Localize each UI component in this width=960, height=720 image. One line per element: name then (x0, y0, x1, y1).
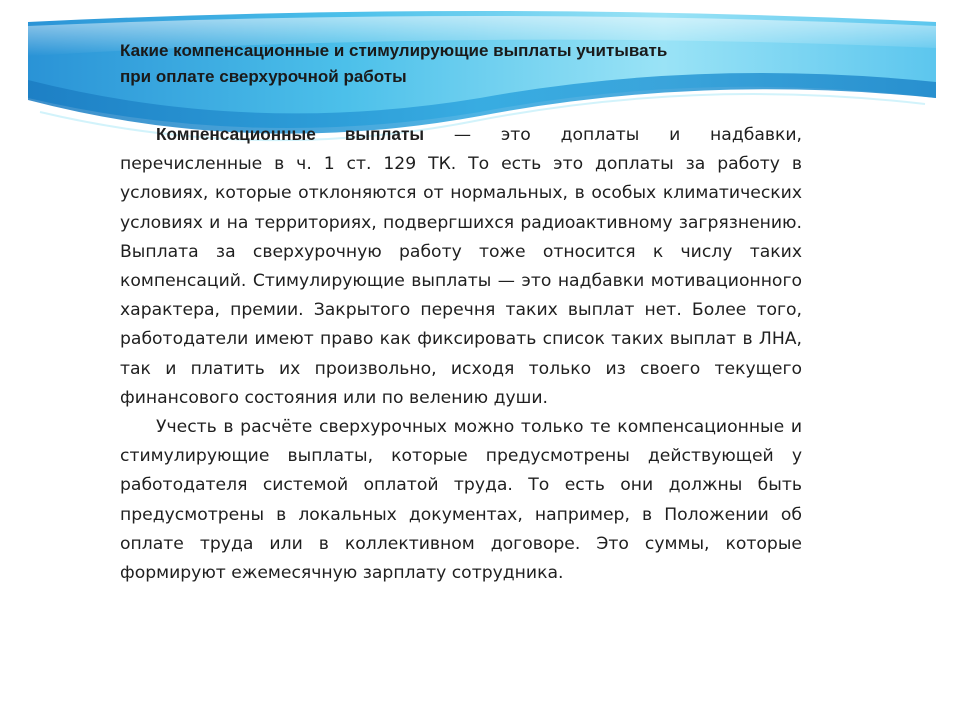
paragraph-overtime-accounting: Учесть в расчёте сверхурочных можно только те компенсационные и стимулирующие выплаты, которые предусмотрены действующей у работодателя системой оплатой труда. То есть они должны быть предусмотрены в локальных документах, например, в Положении об оплате труда или в коллективном договоре. Это суммы, которые формируют ежемесячную зарплату сотрудника. (120, 417, 802, 584)
paragraph-lead-term: Компенсационные выплаты (156, 124, 425, 144)
paragraph-compensation (120, 120, 802, 413)
slide-body (120, 120, 802, 588)
slide-title (120, 38, 820, 90)
slide-title-line-1: Какие компенсационные и стимулирующие выплаты учитывать (120, 41, 668, 60)
paragraph-text: — это доплаты и надбавки, перечисленные в ч. 1 ст. 129 ТК. То есть это доплаты за работу в условиях, которые отклоняются от нормальных, в особых климатических условиях и на территориях, подвергшихся радиоактивному загрязнению. Выплата за сверхурочную работу тоже относится к числу таких компенсаций. Стимулирующие выплаты — это надбавки мотивационного характера, премии. Закрытого перечня таких выплат нет. Более того, работодатели имеют право как фиксировать список таких выплат в ЛНА, так и платить их произвольно, исходя только из своего текущего финансового состояния или по велению души. (120, 125, 802, 408)
slide-title-line-2: при оплате сверхурочной работы (120, 67, 407, 86)
